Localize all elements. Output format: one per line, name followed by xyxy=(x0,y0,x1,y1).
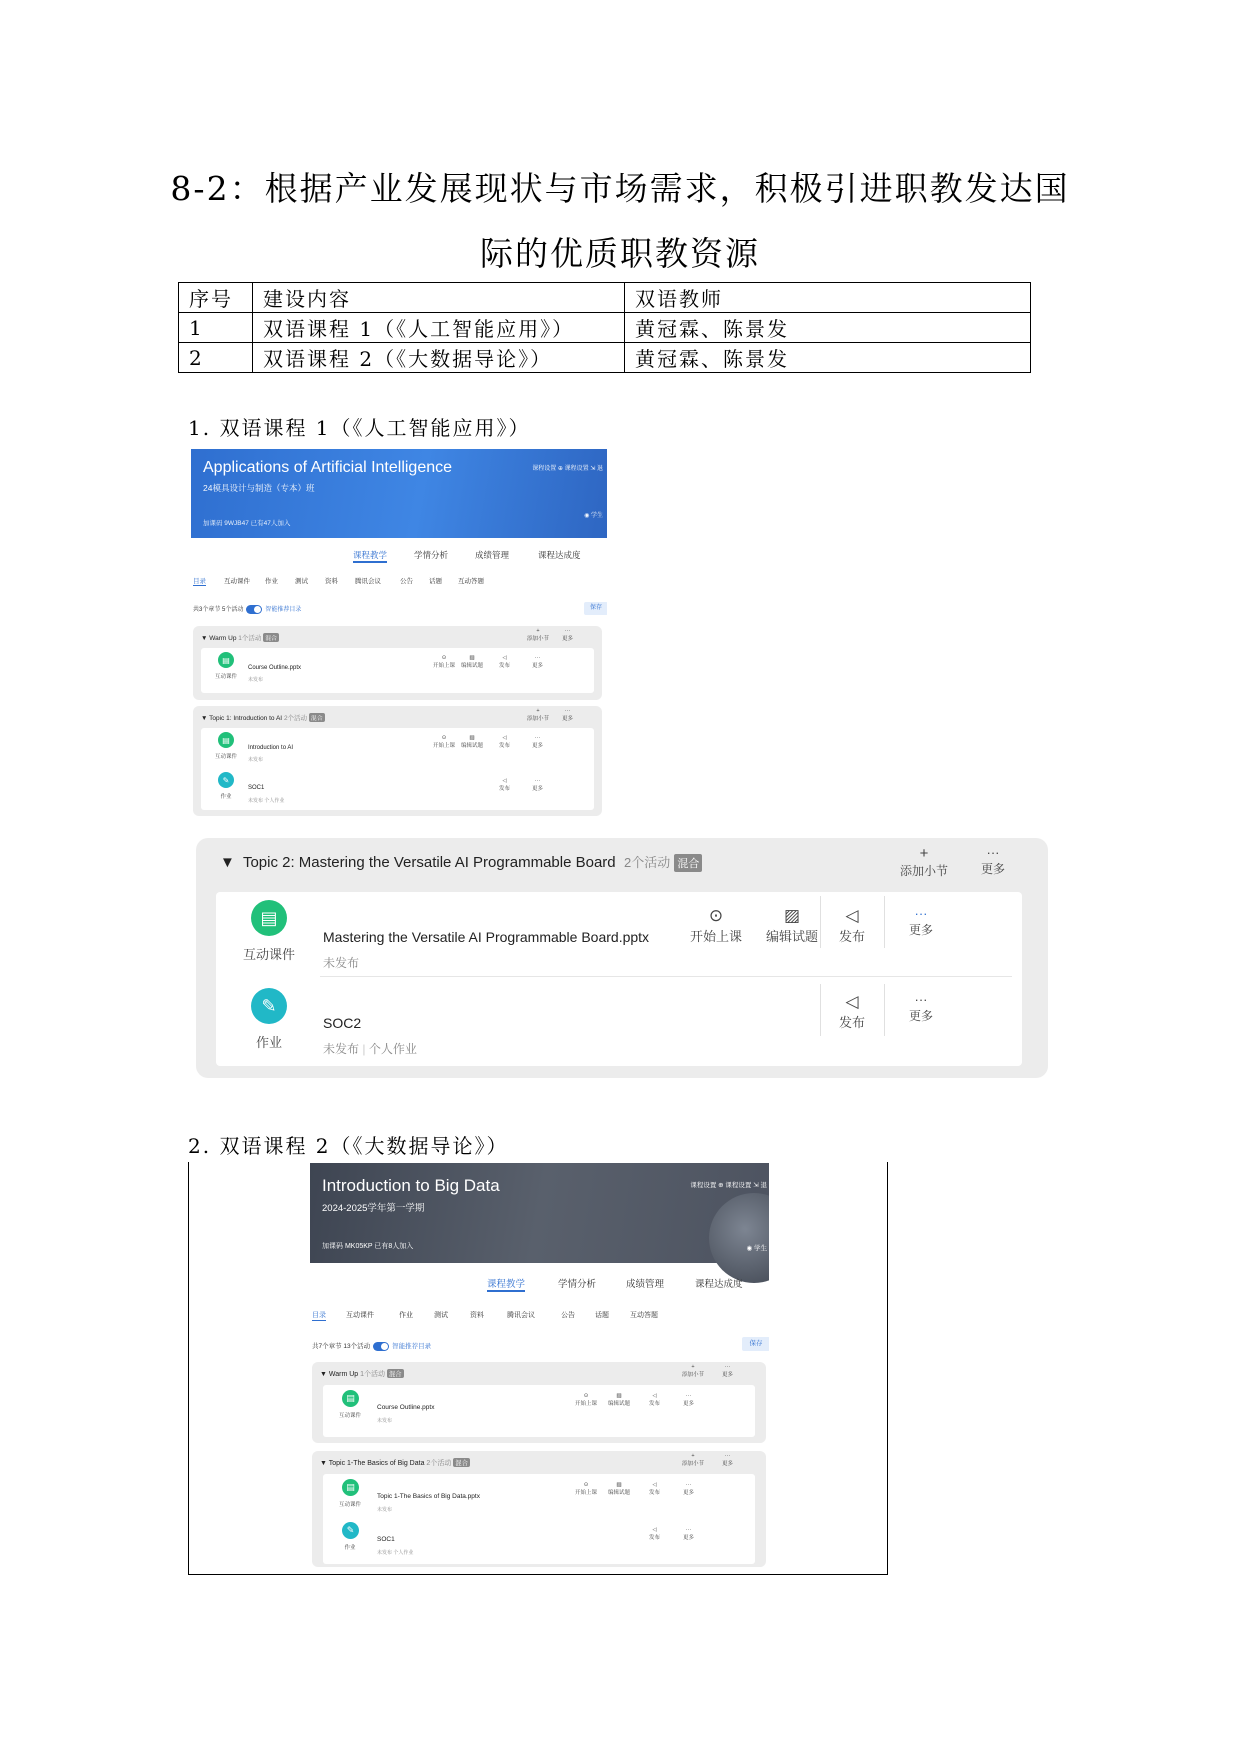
item-type-label: 作业 xyxy=(344,1545,356,1551)
subtab-quiz[interactable]: 互动答题 xyxy=(630,1312,658,1319)
mode-badge: 混合 xyxy=(674,854,702,872)
ellipsis-icon: ··· xyxy=(534,735,541,741)
play-icon: ⊙ xyxy=(441,655,447,661)
more-button[interactable]: ··· 更多 xyxy=(562,708,574,722)
item-name[interactable]: Mastering the Versatile AI Programmable Board.pptx xyxy=(323,929,650,945)
item-more-button[interactable]: ··· 更多 xyxy=(909,906,934,937)
send-icon: ◁ xyxy=(652,1393,657,1399)
ellipsis-icon: ··· xyxy=(914,992,928,1007)
table-cell: 2 xyxy=(179,343,253,373)
tab-grades[interactable]: 成绩管理 xyxy=(475,550,510,560)
send-icon: ◁ xyxy=(652,1527,657,1533)
publish-button[interactable]: ◁ 发布 xyxy=(499,655,511,669)
subtab-topic[interactable]: 话题 xyxy=(429,578,442,585)
plus-icon: + xyxy=(691,1364,695,1370)
edit-questions-button[interactable]: ▨ 编辑试题 xyxy=(766,906,819,944)
page-title-line1: 8-2：根据产业发展现状与市场需求，积极引进职教发达国 xyxy=(170,169,1070,208)
page-title-line2: 际的优质职教资源 xyxy=(480,234,760,273)
item-type-label: 互动课件 xyxy=(338,1502,361,1508)
plus-icon: + xyxy=(536,628,540,634)
play-icon: ⊙ xyxy=(441,735,447,741)
item-status: 未发布 xyxy=(248,757,264,763)
activity-count: 1个活动 xyxy=(360,1371,386,1378)
courseware-icon: ▤ xyxy=(342,1390,359,1407)
edit-questions-button[interactable]: ▨ 编辑试题 xyxy=(461,735,484,749)
course-tools[interactable]: 课程设置 ⊕ 课程设置 ⇲ 退 xyxy=(532,466,603,472)
table-header-cell: 序号 xyxy=(179,283,253,313)
course-title: Applications of Artificial Intelligence xyxy=(203,459,453,476)
join-code: 加课码 MK05KP 已有8人加入 xyxy=(322,1243,414,1250)
ellipsis-icon: ··· xyxy=(724,1453,731,1459)
item-more-button[interactable]: ··· 更多 xyxy=(683,1393,695,1407)
toggle-label: 智能推荐目录 xyxy=(265,607,302,613)
collapse-arrow-icon: ▼ xyxy=(220,854,235,871)
table-row xyxy=(179,343,1031,373)
ellipsis-icon: ··· xyxy=(986,845,1000,860)
item-name[interactable]: SOC1 xyxy=(248,785,265,791)
play-icon: ⊙ xyxy=(583,1482,589,1488)
join-code: 加课码 9WJB47 已有47人加入 xyxy=(203,520,291,527)
toggle-label: 智能推荐目录 xyxy=(392,1343,432,1350)
send-icon: ◁ xyxy=(502,778,507,784)
more-button[interactable]: ··· 更多 xyxy=(722,1364,734,1378)
save-button[interactable]: 保存 xyxy=(584,602,607,615)
students-link[interactable]: ◉ 学生 xyxy=(584,513,603,519)
item-status: 未发布 | 个人作业 xyxy=(323,1042,417,1056)
item-more-button[interactable]: ··· 更多 xyxy=(532,655,544,669)
activity-list xyxy=(201,728,594,810)
activity-list xyxy=(323,1385,755,1437)
chapter-card xyxy=(312,1451,766,1567)
subtab-quiz[interactable]: 互动答题 xyxy=(458,578,484,585)
course-screenshot-ai xyxy=(191,449,607,821)
add-section-button[interactable]: + 添加小节 xyxy=(682,1364,705,1378)
mode-badge: 混合 xyxy=(388,1371,402,1378)
course-banner xyxy=(191,449,607,538)
item-status: 未发布 个人作业 xyxy=(377,1550,414,1556)
item-type-label: 互动课件 xyxy=(338,1413,361,1419)
chapter-title: Topic 1: Introduction to AI xyxy=(209,715,283,722)
chapter-header[interactable]: ▼ Topic 1-The Basics of Big Data 2个活动 混合 xyxy=(320,1460,468,1467)
zoomed-chapter-card xyxy=(196,838,1048,1078)
table-cell: 双语课程 1（《人工智能应用》） xyxy=(253,313,625,343)
item-name[interactable]: Course Outline.pptx xyxy=(377,1404,435,1411)
item-status: 未发布 xyxy=(377,1507,393,1513)
send-icon: ◁ xyxy=(502,655,507,661)
publish-button[interactable]: ◁ 发布 xyxy=(499,778,511,792)
tab-teaching[interactable]: 课程教学 xyxy=(487,1276,525,1292)
send-icon: ◁ xyxy=(845,906,859,925)
item-more-button[interactable]: ··· 更多 xyxy=(532,778,544,792)
count-line xyxy=(312,1341,431,1351)
ellipsis-icon: ··· xyxy=(685,1482,692,1488)
chapter-title: Topic 1-The Basics of Big Data xyxy=(328,1460,425,1467)
start-class-button[interactable]: ⊙ 开始上课 xyxy=(575,1393,598,1407)
courseware-icon: ▤ xyxy=(251,900,287,936)
save-button[interactable]: 保存 xyxy=(742,1337,769,1351)
homework-icon: ✎ xyxy=(218,772,234,788)
edit-questions-button[interactable]: ▨ 编辑试题 xyxy=(608,1393,631,1407)
subtab-meeting[interactable]: 腾讯会议 xyxy=(355,578,381,585)
edit-icon: ▨ xyxy=(469,735,475,741)
subtab-catalog[interactable]: 目录 xyxy=(193,578,206,585)
edit-questions-button[interactable]: ▨ 编辑试题 xyxy=(608,1482,631,1496)
activity-count: 2个活动 xyxy=(426,1460,452,1467)
item-divider xyxy=(320,976,1012,977)
activity-list xyxy=(216,892,1022,1066)
chapter-header[interactable]: ▼ Warm Up 1个活动 混合 xyxy=(320,1371,402,1378)
subtab-materials[interactable]: 资料 xyxy=(470,1312,484,1319)
subtab-materials[interactable]: 资料 xyxy=(325,578,338,585)
item-more-button[interactable]: ··· 更多 xyxy=(909,992,934,1023)
mode-badge: 混合 xyxy=(263,633,279,642)
subtab-notice[interactable]: 公告 xyxy=(400,578,413,585)
item-name[interactable]: SOC1 xyxy=(377,1536,395,1543)
publish-button[interactable]: ◁ 发布 xyxy=(649,1393,661,1407)
smart-catalog-toggle[interactable] xyxy=(246,605,262,614)
mode-badge: 混合 xyxy=(455,1460,468,1467)
start-class-button[interactable]: ⊙ 开始上课 xyxy=(433,735,456,749)
chapter-header[interactable]: ▼ Topic 1: Introduction to AI 2个活动 混合 xyxy=(201,715,323,722)
table-cell: 双语课程 2（《大数据导论》） xyxy=(253,343,625,373)
activity-count: 2个活动 xyxy=(283,715,308,722)
chapter-title: Topic 2: Mastering the Versatile AI Programmable Board xyxy=(242,854,616,871)
plus-icon: + xyxy=(691,1453,695,1459)
chapter-card xyxy=(193,706,602,816)
item-type-label: 互动课件 xyxy=(242,947,295,962)
tab-grades[interactable]: 成绩管理 xyxy=(626,1279,665,1290)
chapter-title: Warm Up xyxy=(209,635,237,642)
chapter-count: 共3个章节 5个活动 xyxy=(193,607,244,613)
item-status: 未发布 xyxy=(248,677,264,683)
activity-list xyxy=(201,648,594,693)
students-link[interactable]: ◉ 学生 xyxy=(746,1245,767,1252)
publish-button[interactable]: ◁ 发布 xyxy=(839,992,866,1030)
subtab-test[interactable]: 测试 xyxy=(295,578,308,585)
add-section-button[interactable]: + 添加小节 xyxy=(527,628,550,642)
subtab-notice[interactable]: 公告 xyxy=(561,1312,575,1319)
item-more-button[interactable]: ··· 更多 xyxy=(683,1482,695,1496)
publish-button[interactable]: ◁ 发布 xyxy=(839,906,866,944)
play-icon: ⊙ xyxy=(708,906,724,925)
chapter-card xyxy=(312,1362,766,1443)
action-divider xyxy=(884,896,885,948)
homework-icon: ✎ xyxy=(251,988,287,1024)
globe-graphic xyxy=(709,1193,769,1283)
courseware-icon: ▤ xyxy=(342,1479,359,1496)
item-type-label: 互动课件 xyxy=(214,674,237,680)
activity-count: 1个活动 xyxy=(238,635,262,642)
tab-teaching[interactable]: 课程教学 xyxy=(353,549,387,563)
mode-badge: 混合 xyxy=(309,713,325,722)
subtab-topic[interactable]: 话题 xyxy=(595,1312,609,1319)
item-status: 未发布 个人作业 xyxy=(248,798,285,804)
tab-achievement[interactable]: 课程达成度 xyxy=(538,550,581,560)
course-title: Introduction to Big Data xyxy=(322,1176,500,1195)
action-divider xyxy=(884,984,885,1036)
item-status: 未发布 xyxy=(323,956,360,970)
ellipsis-icon: ··· xyxy=(724,1364,731,1370)
publish-button[interactable]: ◁ 发布 xyxy=(649,1527,661,1541)
chapter-header[interactable]: ▼ Warm Up 1个活动 混合 xyxy=(201,635,277,642)
table-header-cell: 双语教师 xyxy=(625,283,1031,313)
more-button[interactable]: ··· 更多 xyxy=(981,845,1006,876)
subtab-homework[interactable]: 作业 xyxy=(399,1312,413,1319)
ellipsis-icon: ··· xyxy=(534,778,541,784)
start-class-button[interactable]: ⊙ 开始上课 xyxy=(575,1482,598,1496)
smart-catalog-toggle[interactable] xyxy=(373,1342,389,1351)
item-more-button[interactable]: ··· 更多 xyxy=(683,1527,695,1541)
table-header-row xyxy=(179,283,1031,313)
tab-analysis[interactable]: 学情分析 xyxy=(414,550,449,560)
play-icon: ⊙ xyxy=(583,1393,589,1399)
item-type-label: 互动课件 xyxy=(214,754,237,760)
send-icon: ◁ xyxy=(652,1482,657,1488)
ellipsis-icon: ··· xyxy=(914,906,928,921)
section-heading-2: 2. 双语课程 2（《大数据导论》） xyxy=(188,1134,509,1158)
edit-icon: ▨ xyxy=(616,1482,622,1488)
edit-icon: ▨ xyxy=(616,1393,622,1399)
class-name: 24模具设计与制造（专本）班 xyxy=(203,483,315,493)
ellipsis-icon: ··· xyxy=(534,655,541,661)
ellipsis-icon: ··· xyxy=(685,1527,692,1533)
subtab-catalog[interactable]: 目录 xyxy=(312,1312,326,1319)
chapter-count: 共7个章节 13个活动 xyxy=(312,1343,371,1350)
chapter-header[interactable] xyxy=(220,852,702,872)
ellipsis-icon: ··· xyxy=(564,628,571,634)
ellipsis-icon: ··· xyxy=(685,1393,692,1399)
send-icon: ◁ xyxy=(845,992,859,1011)
table-cell: 黄冠霖、陈景发 xyxy=(625,343,1031,373)
courseware-icon: ▤ xyxy=(218,652,234,668)
tab-achievement[interactable]: 课程达成度 xyxy=(695,1279,743,1290)
section-heading-1: 1. 双语课程 1（《人工智能应用》） xyxy=(188,416,531,440)
subtab-courseware[interactable]: 互动课件 xyxy=(346,1312,374,1319)
count-line xyxy=(193,604,301,614)
subtab-test[interactable]: 测试 xyxy=(434,1312,448,1319)
action-divider xyxy=(820,984,821,1036)
more-button[interactable]: ··· 更多 xyxy=(722,1453,734,1467)
subtab-meeting[interactable]: 腾讯会议 xyxy=(507,1312,535,1319)
term-label: 2024-2025学年第一学期 xyxy=(322,1203,425,1214)
homework-icon: ✎ xyxy=(342,1522,359,1539)
item-name[interactable]: Course Outline.pptx xyxy=(248,665,302,671)
course-tools[interactable]: 课程设置 ⊕ 课程设置 ⇲ 退 xyxy=(690,1182,767,1189)
item-name[interactable]: Introduction to AI xyxy=(248,745,294,751)
tab-analysis[interactable]: 学情分析 xyxy=(558,1279,597,1290)
chapter-title: Warm Up xyxy=(328,1371,359,1378)
table-cell: 黄冠霖、陈景发 xyxy=(625,313,1031,343)
send-icon: ◁ xyxy=(502,735,507,741)
publish-button[interactable]: ◁ 发布 xyxy=(649,1482,661,1496)
item-status: 未发布 xyxy=(377,1418,393,1424)
edit-icon: ▨ xyxy=(783,906,801,925)
courseware-icon: ▤ xyxy=(218,732,234,748)
item-type-label: 作业 xyxy=(255,1035,282,1050)
course-screenshot-bigdata xyxy=(310,1163,769,1567)
edit-icon: ▨ xyxy=(469,655,475,661)
item-name[interactable]: Topic 1-The Basics of Big Data.pptx xyxy=(377,1493,480,1500)
add-section-button[interactable]: + 添加小节 xyxy=(682,1453,705,1467)
add-section-button[interactable]: + 添加小节 xyxy=(527,708,550,722)
start-class-button[interactable]: ⊙ 开始上课 xyxy=(690,906,743,944)
item-more-button[interactable]: ··· 更多 xyxy=(532,735,544,749)
add-section-button[interactable]: + 添加小节 xyxy=(900,845,949,878)
content-table xyxy=(178,282,1031,373)
edit-questions-button[interactable]: ▨ 编辑试题 xyxy=(461,655,484,669)
plus-icon: + xyxy=(536,708,540,714)
ellipsis-icon: ··· xyxy=(564,708,571,714)
table-cell: 1 xyxy=(179,313,253,343)
course-banner xyxy=(310,1163,769,1263)
publish-button[interactable]: ◁ 发布 xyxy=(499,735,511,749)
item-name[interactable]: SOC2 xyxy=(323,1015,362,1031)
item-type-label: 作业 xyxy=(220,794,232,800)
start-class-button[interactable]: ⊙ 开始上课 xyxy=(433,655,456,669)
table-row xyxy=(179,313,1031,343)
more-button[interactable]: ··· 更多 xyxy=(562,628,574,642)
activity-count: 2个活动 xyxy=(623,855,671,870)
activity-list xyxy=(323,1474,755,1564)
subtab-homework[interactable]: 作业 xyxy=(265,578,278,585)
chapter-card xyxy=(193,626,602,700)
subtab-courseware[interactable]: 互动课件 xyxy=(224,578,250,585)
action-divider xyxy=(820,896,821,948)
plus-icon: + xyxy=(919,845,929,862)
table-header-cell: 建设内容 xyxy=(253,283,625,313)
